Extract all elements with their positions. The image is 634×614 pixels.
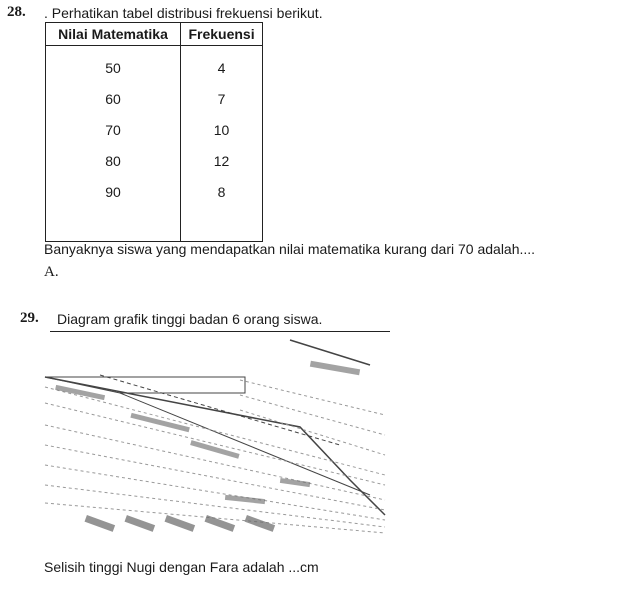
table-row xyxy=(46,83,263,114)
cell-frekuensi: 12 xyxy=(181,145,263,176)
frequency-table xyxy=(45,22,263,242)
table-row xyxy=(46,114,263,145)
title-underline xyxy=(50,331,390,332)
height-chart-image xyxy=(40,335,395,535)
table-empty-row xyxy=(46,207,263,242)
cell-frekuensi: 7 xyxy=(181,83,263,114)
header-nilai: Nilai Matematika xyxy=(46,23,181,46)
table-header-row xyxy=(46,23,263,46)
table-row xyxy=(46,46,263,84)
cell-frekuensi: 8 xyxy=(181,176,263,207)
chart-smudged-labels xyxy=(55,361,360,532)
header-frekuensi: Frekuensi xyxy=(181,23,263,46)
cell-nilai: 90 xyxy=(46,176,181,207)
cell-nilai: 50 xyxy=(46,46,181,84)
question-28-text: Banyaknya siswa yang mendapatkan nilai matematika kurang dari 70 adalah.... xyxy=(44,241,536,257)
chart-gridlines xyxy=(45,380,385,533)
table-row xyxy=(46,145,263,176)
question-29-title: Diagram grafik tinggi badan 6 orang siswa. xyxy=(57,311,323,327)
question-29-text: Selisih tinggi Nugi dengan Fara adalah ...cm xyxy=(44,559,319,575)
question-28-intro: . Perhatikan tabel distribusi frekuensi berikut. xyxy=(44,5,323,21)
cell-nilai: 70 xyxy=(46,114,181,145)
cell-nilai: 60 xyxy=(46,83,181,114)
table-row xyxy=(46,176,263,207)
question-28-number: 28. xyxy=(7,4,26,20)
question-29-number: 29. xyxy=(20,310,39,326)
cell-frekuensi: 10 xyxy=(181,114,263,145)
answer-option-a: A. xyxy=(44,264,59,280)
cell-nilai: 80 xyxy=(46,145,181,176)
cell-frekuensi: 4 xyxy=(181,46,263,84)
